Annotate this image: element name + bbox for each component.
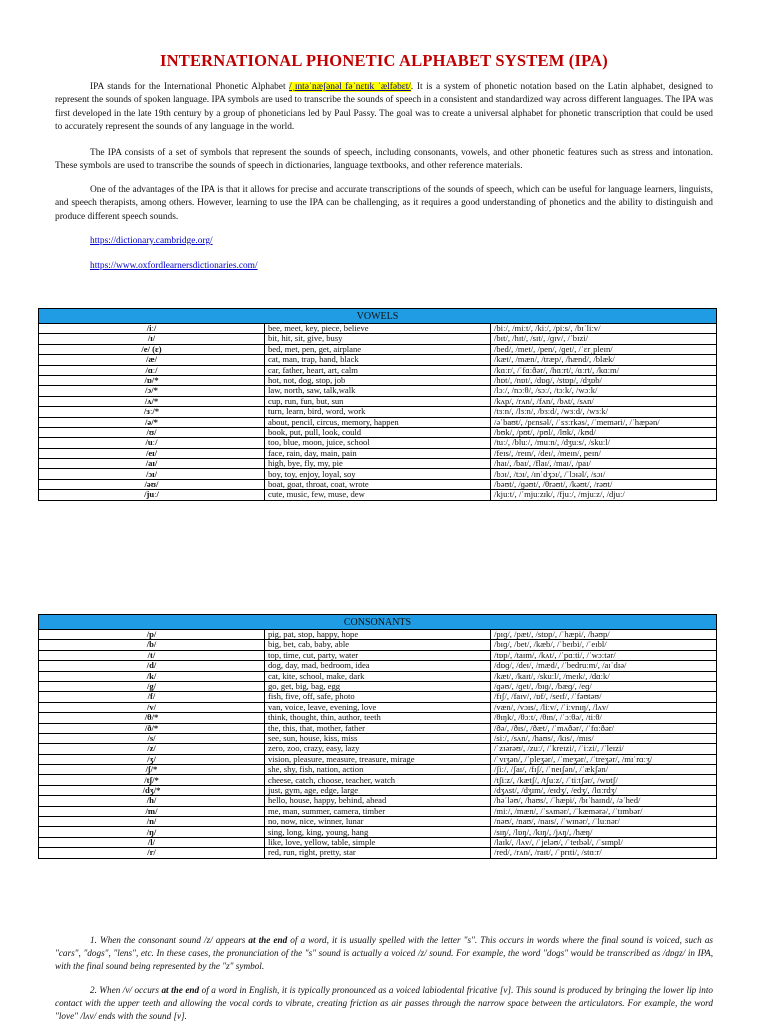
transcription-cell: /red/, /rʌn/, /raɪt/, /ˈprɪti/, /stɑːr/: [491, 848, 717, 858]
transcription-cell: /ˈvɪʒən/, /ˈpleʒər/, /ˈmeʒər/, /ˈtreʒər/, /mɪˈrɑːʒ/: [491, 754, 717, 764]
symbol-cell: /æ/: [39, 355, 265, 365]
transcription-cell: /bɪɡ/, /bet/, /kæb/, /ˈbeɪbi/, /ˈeɪbl/: [491, 640, 717, 650]
vowel-row: [39, 427, 717, 437]
examples-cell: top, time, cut, party, water: [265, 650, 491, 660]
examples-cell: car, father, heart, art, calm: [265, 365, 491, 375]
symbol-cell: /ɪ/: [39, 334, 265, 344]
vowel-row: [39, 448, 717, 458]
symbol-cell: /ɑː/: [39, 365, 265, 375]
consonant-row: [39, 796, 717, 806]
examples-cell: cute, music, few, muse, dew: [265, 490, 491, 500]
transcription-cell: /əˈbaʊt/, /pɛnsəl/, /ˈsɜːrkəs/, /ˈmeməri/, /ˈhæpən/: [491, 417, 717, 427]
transcription-cell: /bɔɪ/, /tɔɪ/, /ɪnˈdʒɔɪ/, /ˈlɔɪəl/, /sɔɪ/: [491, 469, 717, 479]
transcription-cell: /ɡəʊ/, /ɡet/, /bɪɡ/, /bæɡ/, /eɡ/: [491, 681, 717, 691]
symbol-cell: /l/: [39, 837, 265, 847]
note-2: [55, 984, 713, 1023]
examples-cell: dog, day, mad, bedroom, idea: [265, 661, 491, 671]
transcription-cell: /kæt/, /kaɪt/, /skuːl/, /meɪk/, /dɑːk/: [491, 671, 717, 681]
symbol-cell: /e/ (ɛ): [39, 344, 265, 354]
consonant-row: [39, 817, 717, 827]
transcription-cell: /tɒp/, /taɪm/, /kʌt/, /ˈpɑːti/, /ˈwɔːtər/: [491, 650, 717, 660]
consonant-row: [39, 681, 717, 691]
transcription-cell: /væn/, /vɔɪs/, /liːv/, /ˈiːvnɪŋ/, /lʌv/: [491, 702, 717, 712]
transcription-cell: /dɒɡ/, /deɪ/, /mæd/, /ˈbedruːm/, /aɪˈdɪə/: [491, 661, 717, 671]
transcription-cell: /pɪɡ/, /pæt/, /stɒp/, /ˈhæpi/, /həʊp/: [491, 630, 717, 640]
symbol-cell: /m/: [39, 806, 265, 816]
consonant-row: [39, 806, 717, 816]
consonant-row: [39, 775, 717, 785]
ipa-pronunciation-highlight: /ˌɪntəˈnæʃənəl fəˈnɛtɪk ˈælfəbɛt/: [289, 82, 411, 92]
examples-cell: no, now, nice, winner, lunar: [265, 817, 491, 827]
consonant-row: [39, 744, 717, 754]
examples-cell: just, gym, age, edge, large: [265, 785, 491, 795]
consonants-table: [38, 614, 717, 859]
transcription-cell: /dʒʌst/, /dʒɪm/, /eɪdʒ/, /edʒ/, /lɑːrdʒ/: [491, 785, 717, 795]
transcription-cell: /həˈləʊ/, /haʊs/, /ˈhæpi/, /bɪˈhaɪnd/, /əˈhed/: [491, 796, 717, 806]
examples-cell: sing, long, king, young, hang: [265, 827, 491, 837]
vowel-row: [39, 469, 717, 479]
symbol-cell: /ʊ/: [39, 427, 265, 437]
examples-cell: hello, house, happy, behind, ahead: [265, 796, 491, 806]
note-1: [55, 934, 713, 973]
examples-cell: cheese, catch, choose, teacher, watch: [265, 775, 491, 785]
symbol-cell: /əʊ/: [39, 479, 265, 489]
vowel-row: [39, 396, 717, 406]
symbol-cell: /f/: [39, 692, 265, 702]
symbol-cell: /ʒ/: [39, 754, 265, 764]
vowel-row: [39, 479, 717, 489]
symbol-cell: /t/: [39, 650, 265, 660]
symbol-cell: /ŋ/: [39, 827, 265, 837]
examples-cell: see, sun, house, kiss, miss: [265, 733, 491, 743]
transcription-cell: /feɪs/, /reɪn/, /deɪ/, /meɪn/, peɪn/: [491, 448, 717, 458]
vowel-row: [39, 375, 717, 385]
consonants-header: CONSONANTS: [39, 615, 717, 630]
symbol-cell: /θ/*: [39, 713, 265, 723]
transcription-cell: /nəʊ/, /naʊ/, /naɪs/, /ˈwɪnər/, /ˈluːnər/: [491, 817, 717, 827]
examples-cell: go, get, big, bag, egg: [265, 681, 491, 691]
symbol-cell: /ɒ/*: [39, 375, 265, 385]
examples-cell: hot, not, dog, stop, job: [265, 375, 491, 385]
vowel-row: [39, 365, 717, 375]
transcription-cell: /sɪŋ/, /lɒŋ/, /kɪŋ/, /jʌŋ/, /hæŋ/: [491, 827, 717, 837]
consonant-row: [39, 630, 717, 640]
transcription-cell: /fɪʃ/, /faɪv/, /ɒf/, /seɪf/, /ˈfəʊtəʊ/: [491, 692, 717, 702]
symbol-cell: /ə/*: [39, 417, 265, 427]
symbol-cell: /r/: [39, 848, 265, 858]
symbol-cell: /uː/: [39, 438, 265, 448]
examples-cell: big, bet, cab, baby, able: [265, 640, 491, 650]
examples-cell: red, run, right, pretty, star: [265, 848, 491, 858]
examples-cell: law, north, saw, talk,walk: [265, 386, 491, 396]
consonant-row: [39, 713, 717, 723]
transcription-cell: /miː/, /mæn/, /ˈsʌmər/, /ˈkæmərə/, /ˈtɪmbər/: [491, 806, 717, 816]
symbol-cell: /tʃ/*: [39, 775, 265, 785]
examples-cell: turn, learn, bird, word, work: [265, 407, 491, 417]
examples-cell: zero, zoo, crazy, easy, lazy: [265, 744, 491, 754]
note-1-rest: of a word, it is usually spelled with the letter "s". This occurs in words where the final sound is voiced, such as "cars", "dogs", "lens", etc. In these cases, the pronunciation of the "s" sound is actually a voiced /z/ sound. For example, the word "dogs" would be transcribed as /dɒɡz/ in IPA, with the final sound being represented by the "z" symbol.: [55, 935, 713, 971]
symbol-cell: /ð/*: [39, 723, 265, 733]
transcription-cell: /bʊk/, /pʊt/, /pʊl/, /lʊk/, /kʊd/: [491, 427, 717, 437]
transcription-cell: /kɑːr/, /ˈfɑːðər/, /hɑːrt/, /ɑːrt/, /kɑːm/: [491, 365, 717, 375]
consonant-row: [39, 827, 717, 837]
oxford-dictionary-link[interactable]: https://www.oxfordlearnersdictionaries.com/: [90, 261, 258, 271]
note-2-rest: of a word in English, it is typically pronounced as a voiced labiodental fricative [v]. This sound is produced by bringing the lower lip into contact with the upper teeth and allowing the vocal cords to vibrate, creating friction as air passes through the narrow space between the articulators. For example, the word "love" /lʌv/ ends with the sound [v].: [55, 985, 713, 1021]
note-1-emphasis: at the end: [248, 935, 288, 945]
examples-cell: about, pencil, circus, memory, happen: [265, 417, 491, 427]
symbol-cell: /iː/: [39, 324, 265, 334]
transcription-cell: /hɒt/, /nɒt/, /dɒɡ/, /stɒp/, /dʒɒb/: [491, 375, 717, 385]
intro-p3-text: One of the advantages of the IPA is that it allows for precise and accurate transcriptions of the sounds of speech, which can be useful for language learners, linguists, and speech therapists, among others. However, learning to use the IPA can be challenging, as it requires a good understanding of phonetics and the ability to distinguish and produce different speech sounds.: [55, 185, 713, 222]
transcription-cell: /laɪk/, /lʌv/, /ˈjeləʊ/, /ˈteɪbəl/, /ˈsɪmpl/: [491, 837, 717, 847]
intro-p1-rest: . It is a system of phonetic notation based on the Latin alphabet, designed to represent the sounds of spoken language. IPA symbols are used to transcribe the sounds of speech in a consistent and standardized way across different languages. The IPA was first developed in the late 19th century by a group of phoneticians led by Paul Passy. The goal was to create a universal alphabet for phonetic transcription that could be used to accurately represent the sounds of any language in the world.: [55, 82, 713, 132]
intro-paragraph-1: [55, 81, 713, 134]
vowel-row: [39, 407, 717, 417]
intro-p1-lead: IPA stands for the International Phonetic Alphabet: [90, 82, 290, 92]
vowel-row: [39, 324, 717, 334]
intro-paragraph-2: [55, 147, 713, 174]
transcription-cell: /bɪt/, /hɪt/, /sɪt/, /ɡɪv/, /ˈbɪzi/: [491, 334, 717, 344]
transcription-cell: /siː/, /sʌn/, /haʊs/, /kɪs/, /mɪs/: [491, 733, 717, 743]
examples-cell: fish, five, off, safe, photo: [265, 692, 491, 702]
examples-cell: high, bye, fly, my, pie: [265, 459, 491, 469]
transcription-cell: /kæt/, /mæn/, /træp/, /hænd/, /blæk/: [491, 355, 717, 365]
transcription-cell: /tʃiːz/, /kætʃ/, /tʃuːz/, /ˈtiːtʃər/, /wɒtʃ/: [491, 775, 717, 785]
transcription-cell: /tɜːn/, /lɜːn/, /bɜːd/, /wɜːd/, /wɜːk/: [491, 407, 717, 417]
symbol-cell: /b/: [39, 640, 265, 650]
transcription-cell: /tuː/, /bluː/, /muːn/, /dʒuːs/, /skuːl/: [491, 438, 717, 448]
vowel-row: [39, 386, 717, 396]
symbol-cell: /p/: [39, 630, 265, 640]
symbol-cell: /v/: [39, 702, 265, 712]
page-title: INTERNATIONAL PHONETIC ALPHABET SYSTEM (IPA): [160, 51, 608, 70]
symbol-cell: /s/: [39, 733, 265, 743]
examples-cell: cup, run, fun, but, sun: [265, 396, 491, 406]
examples-cell: think, thought, thin, author, teeth: [265, 713, 491, 723]
consonant-row: [39, 650, 717, 660]
consonant-row: [39, 848, 717, 858]
transcription-cell: /haɪ/, /baɪ/, /flaɪ/, /maɪ/, /paɪ/: [491, 459, 717, 469]
vowel-row: [39, 438, 717, 448]
examples-cell: bee, meet, key, piece, believe: [265, 324, 491, 334]
intro-p2-text: The IPA consists of a set of symbols that represent the sounds of speech, including consonants, vowels, and other phonetic features such as stress and intonation. These symbols are used to transcribe the sounds of speech in dictionaries, language textbooks, and other reference materials.: [55, 148, 713, 172]
examples-cell: boat, goat, throat, coat, wrote: [265, 479, 491, 489]
vowel-row: [39, 417, 717, 427]
examples-cell: too, blue, moon, juice, school: [265, 438, 491, 448]
transcription-cell: /ˈzɪərəʊ/, /zuː/, /ˈkreɪzi/, /ˈiːzi/, /ˈleɪzi/: [491, 744, 717, 754]
consonant-row: [39, 723, 717, 733]
vowel-row: [39, 344, 717, 354]
consonant-row: [39, 733, 717, 743]
vowels-table: [38, 308, 717, 501]
intro-paragraph-3: [55, 184, 713, 224]
consonant-row: [39, 661, 717, 671]
consonant-row: [39, 785, 717, 795]
symbol-cell: /k/: [39, 671, 265, 681]
symbol-cell: /h/: [39, 796, 265, 806]
transcription-cell: /lɔː/, /nɔːθ/, /sɔː/, /tɔːk/, /wɔːk/: [491, 386, 717, 396]
vowel-row: [39, 334, 717, 344]
symbol-cell: /juː/: [39, 490, 265, 500]
examples-cell: she, shy, fish, nation, action: [265, 765, 491, 775]
note-2-lead: 2. When /v/ occurs: [90, 985, 162, 995]
examples-cell: me, man, summer, camera, timber: [265, 806, 491, 816]
vowel-row: [39, 490, 717, 500]
symbol-cell: /dʒ/*: [39, 785, 265, 795]
examples-cell: book, put, pull, look, could: [265, 427, 491, 437]
consonant-row: [39, 702, 717, 712]
examples-cell: cat, kite, school, make, dark: [265, 671, 491, 681]
examples-cell: cat, man, trap, hand, black: [265, 355, 491, 365]
transcription-cell: /bed/, /met/, /pen/, /ɡet/, /ˈɛrˌpleɪn/: [491, 344, 717, 354]
examples-cell: pig, pat, stop, happy, hope: [265, 630, 491, 640]
vowel-row: [39, 355, 717, 365]
symbol-cell: /ɜː/*: [39, 407, 265, 417]
symbol-cell: /ɔ/*: [39, 386, 265, 396]
transcription-cell: /kʌp/, /rʌn/, /fʌn/, /bʌt/, /sʌn/: [491, 396, 717, 406]
symbol-cell: /z/: [39, 744, 265, 754]
transcription-cell: /biː/, /miːt/, /kiː/, /piːs/, /bɪˈliːv/: [491, 324, 717, 334]
transcription-cell: /bəʊt/, /ɡəʊt/, /θrəʊt/, /kəʊt/, /rəʊt/: [491, 479, 717, 489]
cambridge-dictionary-link[interactable]: https://dictionary.cambridge.org/: [90, 236, 213, 246]
note-2-emphasis: at the end: [161, 985, 200, 995]
consonant-row: [39, 754, 717, 764]
symbol-cell: /eɪ/: [39, 448, 265, 458]
vowel-row: [39, 459, 717, 469]
examples-cell: vision, pleasure, measure, treasure, mirage: [265, 754, 491, 764]
examples-cell: boy, toy, enjoy, loyal, soy: [265, 469, 491, 479]
examples-cell: face, rain, day, main, pain: [265, 448, 491, 458]
symbol-cell: /g/: [39, 681, 265, 691]
consonant-row: [39, 837, 717, 847]
transcription-cell: /ðə/, /ðɪs/, /ðæt/, /ˈmʌðər/, /ˈfɑːðər/: [491, 723, 717, 733]
symbol-cell: /d/: [39, 661, 265, 671]
consonant-row: [39, 671, 717, 681]
examples-cell: van, voice, leave, evening, love: [265, 702, 491, 712]
examples-cell: the, this, that, mother, father: [265, 723, 491, 733]
symbol-cell: /n/: [39, 817, 265, 827]
examples-cell: like, love, yellow, table, simple: [265, 837, 491, 847]
symbol-cell: /ʃ/*: [39, 765, 265, 775]
consonant-row: [39, 692, 717, 702]
note-1-lead: 1. When the consonant sound /z/ appears: [90, 935, 249, 945]
transcription-cell: /θɪŋk/, /θɔːt/, /θɪn/, /ˈɔːθə/, /tiːθ/: [491, 713, 717, 723]
examples-cell: bit, hit, sit, give, busy: [265, 334, 491, 344]
symbol-cell: /ɔɪ/: [39, 469, 265, 479]
consonant-row: [39, 640, 717, 650]
examples-cell: bed, met, pen, get, airplane: [265, 344, 491, 354]
vowels-header: VOWELS: [39, 309, 717, 324]
consonant-row: [39, 765, 717, 775]
transcription-cell: /kjuːt/, /ˈmjuːzɪk/, /fjuː/, /mjuːz/, /djuː/: [491, 490, 717, 500]
symbol-cell: /ʌ/*: [39, 396, 265, 406]
transcription-cell: /ʃiː/, /ʃaɪ/, /fɪʃ/, /ˈneɪʃən/, /ˈækʃən/: [491, 765, 717, 775]
symbol-cell: /aɪ/: [39, 459, 265, 469]
